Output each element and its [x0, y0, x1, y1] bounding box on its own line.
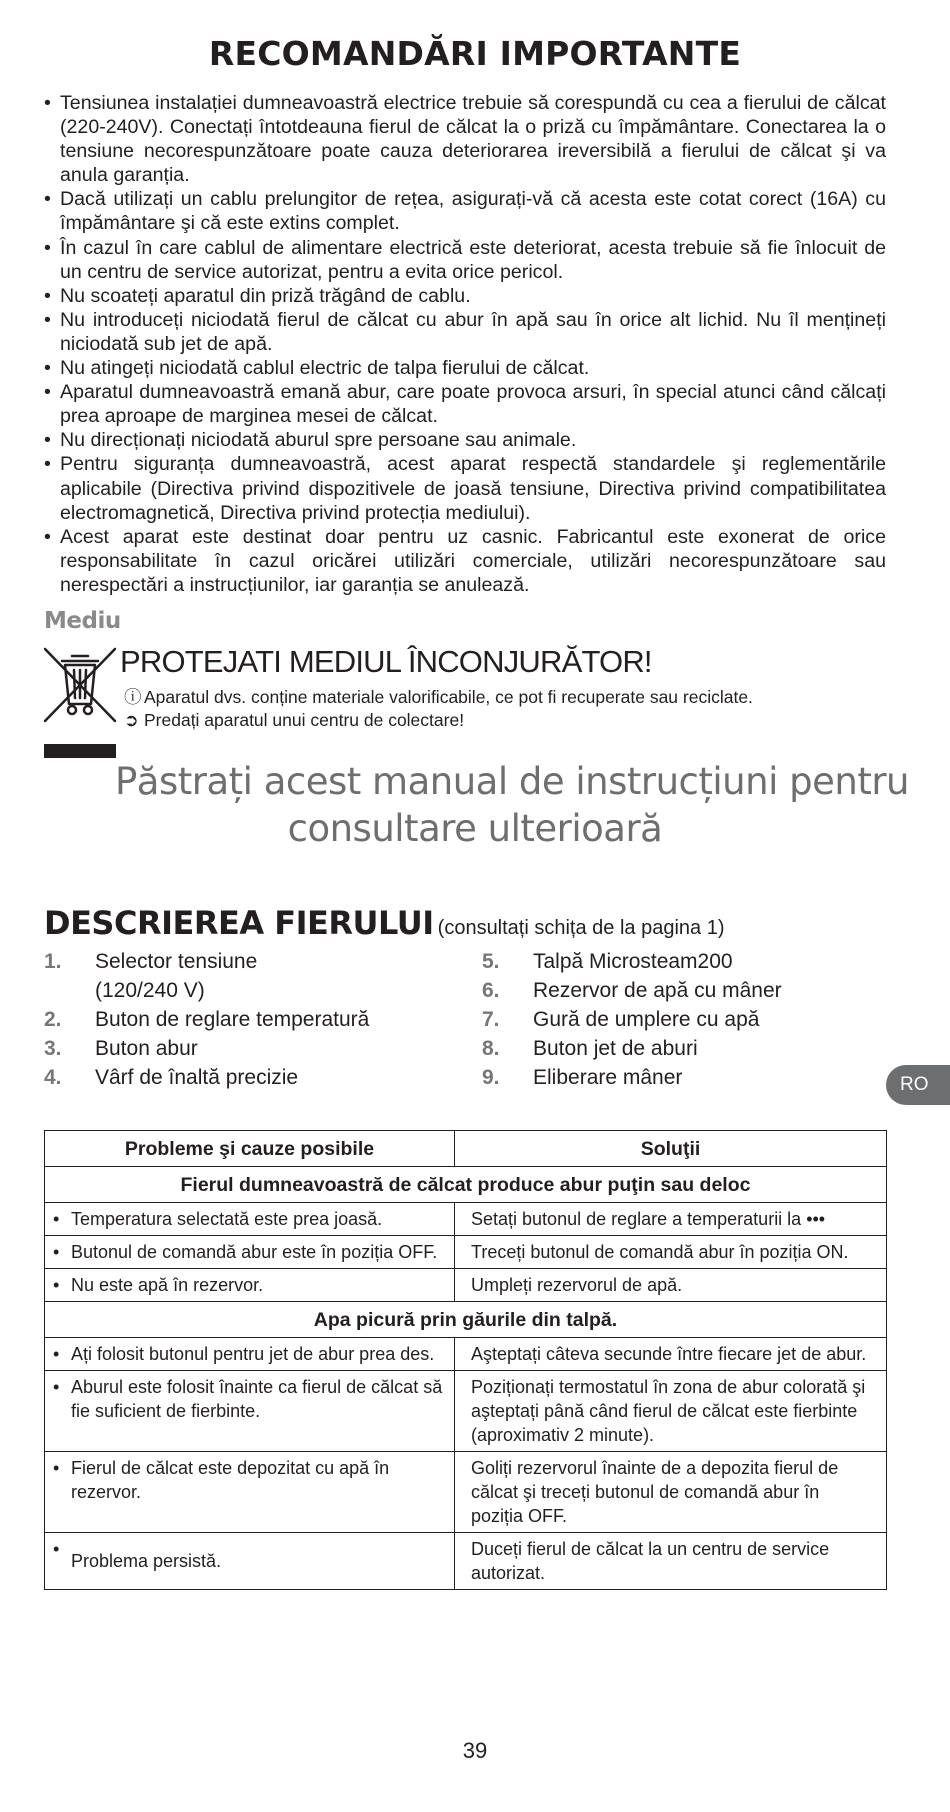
list-item [482, 1005, 902, 1034]
list-item: • Nu direcționați niciodată aburul spre persoane sau animale. [44, 428, 886, 452]
problem-cell: • Ați folosit butonul pentru jet de abur prea des. [45, 1338, 455, 1371]
list-item [482, 1063, 902, 1092]
keep-manual-line-2: consultare ulterioară [287, 807, 663, 850]
part-number: 7. [482, 1008, 500, 1031]
page-title: RECOMANDĂRI IMPORTANTE [208, 34, 742, 73]
parts-list-right [482, 947, 902, 1092]
table-row [45, 1371, 887, 1452]
list-item: • Tensiunea instalației dumneavoastră electrice trebuie să corespundă cu cea a fierului de călcat (220-240V). Conectați întotdeauna fierul de călcat la o priză cu împământare. Conectarea la o tensiune necorespunzătoare poate cauza deteriorarea ireversibilă a fierului de călcat şi va anula garanția. [44, 91, 886, 187]
list-item: • Nu scoateți aparatul din priză trăgând de cablu. [44, 284, 886, 308]
solution-cell: Goliți rezervorul înainte de a depozita fierul de călcat şi treceți butonul de comandă abur în poziția OFF. [455, 1452, 887, 1533]
problems-column-header: Probleme şi cauze posibile [45, 1131, 455, 1167]
part-number: 4. [44, 1066, 62, 1089]
list-item: • Dacă utilizați un cablu prelungitor de rețea, asigurați-vă că acesta este cotat corect (16A) cu împământare şi că este extins complet. [44, 187, 886, 235]
info-icon: ⓘ [124, 687, 142, 707]
table-row [45, 1269, 887, 1302]
section-title: Fierul dumneavoastră de călcat produce abur puţin sau deloc [45, 1167, 887, 1203]
table-row [45, 1452, 887, 1533]
part-label: Buton abur [95, 1037, 198, 1060]
list-item: • În cazul în care cablul de alimentare electrică este deteriorat, acesta trebuie să fie înlocuit de un centru de service autorizat, pentru a evita orice pericol. [44, 236, 886, 284]
arrow-icon: ➲ [124, 710, 139, 730]
part-number: 5. [482, 950, 500, 973]
table-header-row [45, 1131, 887, 1167]
problem-cell: • Temperatura selectată este prea joasă. [45, 1203, 455, 1236]
list-item: • Aparatul dumneavoastră emană abur, care poate provoca arsuri, în special atunci când călcați prea aproape de marginea mesei de călcat. [44, 380, 886, 428]
part-number: 2. [44, 1008, 62, 1031]
solution-cell: Poziționați termostatul în zona de abur colorată şi aşteptați până când fierul de călcat este fierbinte (aproximativ 2 minute). [455, 1371, 887, 1452]
environment-action-line [124, 710, 464, 731]
environment-info-text: Aparatul dvs. conține materiale valorificabile, ce pot fi recuperate sau reciclate. [144, 687, 753, 707]
part-label: Selector tensiune [95, 950, 258, 973]
list-item [44, 976, 464, 1005]
problem-cell: • Butonul de comandă abur este în poziția OFF. [45, 1236, 455, 1269]
list-item [44, 947, 464, 976]
list-item [44, 1034, 464, 1063]
language-tab: RO [886, 1065, 950, 1105]
problem-cell: • Fierul de călcat este depozitat cu apă în rezervor. [45, 1452, 455, 1533]
part-label: Buton jet de aburi [533, 1037, 698, 1060]
environment-heading: Mediu [44, 608, 121, 634]
list-item [44, 1005, 464, 1034]
part-number: 6. [482, 979, 500, 1002]
parts-list-left [44, 947, 464, 1092]
table-row [45, 1533, 887, 1590]
list-item [482, 1034, 902, 1063]
list-item: • Pentru siguranța dumneavoastră, acest aparat respectă standardele şi reglementările aplicabile (Directiva privind dispozitivele de joasă tensiune, Directiva privind compatibilitatea electromagnetică, Directiva privind protecția mediului). [44, 452, 886, 524]
list-item: • Nu atingeți niciodată cablul electric de talpa fierului de călcat. [44, 356, 886, 380]
part-number: 9. [482, 1066, 500, 1089]
part-label: Rezervor de apă cu mâner [533, 979, 782, 1002]
list-item [482, 947, 902, 976]
solution-cell: Setați butonul de reglare a temperaturii la ••• [455, 1203, 887, 1236]
list-item [44, 1063, 464, 1092]
page-number: 39 [462, 1738, 488, 1763]
section-title: Apa picură prin găurile din talpă. [45, 1302, 887, 1338]
description-title: DESCRIEREA FIERULUI [44, 904, 434, 942]
problem-cell: • Nu este apă în rezervor. [45, 1269, 455, 1302]
solution-cell: Aşteptați câteva secunde între fiecare jet de abur. [455, 1338, 887, 1371]
table-row [45, 1203, 887, 1236]
table-row [45, 1338, 887, 1371]
part-number: 1. [44, 950, 62, 973]
crossed-out-bin-icon [42, 646, 118, 724]
part-number: 3. [44, 1037, 62, 1060]
problem-cell: • Problema persistă. [45, 1533, 455, 1590]
list-item [482, 976, 902, 1005]
part-label: Buton de reglare temperatură [95, 1008, 370, 1031]
description-note: (consultați schița de la pagina 1) [437, 917, 725, 939]
section-row [45, 1167, 887, 1203]
table-row [45, 1236, 887, 1269]
list-item: • Acest aparat este destinat doar pentru uz casnic. Fabricantul este exonerat de orice responsabilitate în cazul oricărei utilizări comerciale, utilizări necorespunzătoare sau nerespectări a instrucțiunilor, iar garanția se anulează. [44, 525, 886, 597]
part-label: Eliberare mâner [533, 1066, 683, 1089]
troubleshooting-table [44, 1130, 887, 1590]
solution-cell: Umpleți rezervorul de apă. [455, 1269, 887, 1302]
section-row [45, 1302, 887, 1338]
part-number: 8. [482, 1037, 500, 1060]
part-label: Vârf de înaltă precizie [95, 1066, 299, 1089]
part-label: Gură de umplere cu apă [533, 1008, 760, 1031]
solutions-column-header: Soluţii [455, 1131, 887, 1167]
solution-cell: Duceți fierul de călcat la un centru de service autorizat. [455, 1533, 887, 1590]
part-label-continued: (120/240 V) [95, 979, 205, 1002]
part-label: Talpă Microsteam200 [533, 950, 733, 973]
solution-cell: Treceți butonul de comandă abur în poziția ON. [455, 1236, 887, 1269]
list-item: • Nu introduceți niciodată fierul de călcat cu abur în apă sau în orice alt lichid. Nu îl mențineți niciodată sub jet de apă. [44, 308, 886, 356]
keep-manual-line-1: Păstrați acest manual de instrucțiuni pentru [115, 760, 909, 803]
environment-info-line [124, 684, 753, 709]
recommendations-list [44, 91, 886, 597]
keep-manual-notice [0, 758, 950, 852]
description-heading [44, 904, 725, 942]
bin-underline-bar [44, 744, 116, 758]
environment-action-text: Predați aparatul unui centru de colectare! [144, 710, 465, 730]
environment-title: PROTEJATI MEDIUL ÎNCONJURĂTOR! [120, 644, 652, 679]
problem-cell: • Aburul este folosit înainte ca fierul de călcat să fie suficient de fierbinte. [45, 1371, 455, 1452]
